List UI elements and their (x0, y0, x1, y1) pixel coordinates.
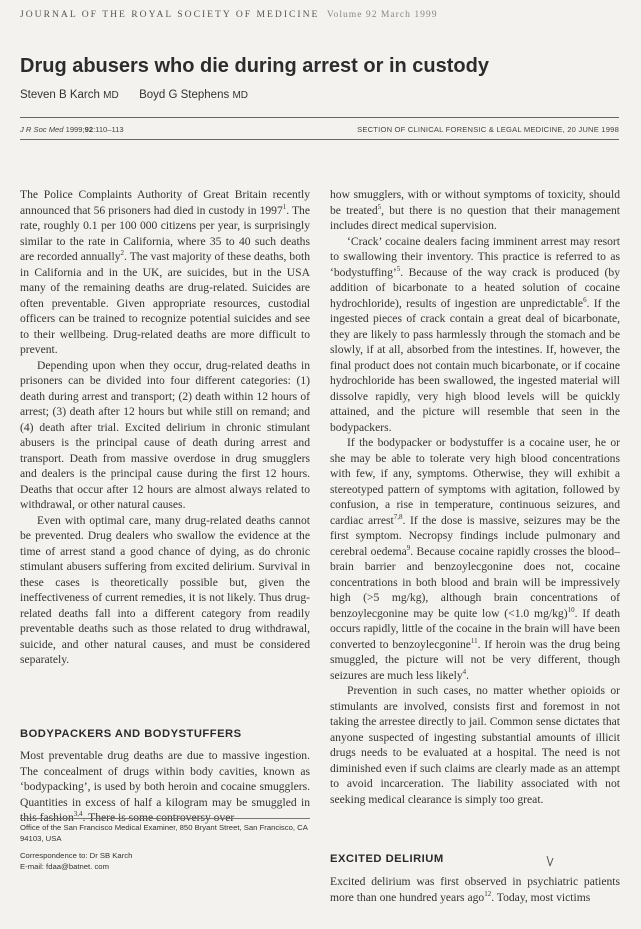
author-degree: MD (232, 90, 248, 101)
reference-marker: 5 (396, 264, 401, 273)
paragraph: Even with optimal care, many drug-related deaths cannot be prevented. Drug dealers who swallow the evidence at the time of arrest stand a good chance of dying, as do chronic stimulant abusers suffering from excited delirium. Survival in these cases is theoretically possible but, given the ineffectiveness of current remedies, it is not likely. Thus drug-related deaths fall into a different category from readily preventable deaths such as those related to drug withdrawal, suicide, and other natural causes, and must be considered separately. (20, 513, 310, 666)
reference-marker: 10 (567, 605, 575, 614)
paragraph: how smugglers, with or without symptoms of toxicity, should be treated$^5$, but there is no question that their management includes direct medical supervision. (330, 188, 620, 232)
reference-marker: 1 (282, 202, 287, 211)
reference-marker: 12 (484, 889, 492, 898)
left-column-continued (20, 748, 310, 826)
right-column-continued (330, 874, 620, 905)
running-head (20, 9, 438, 20)
affiliation-note: Office of the San Francisco Medical Examiner, 850 Bryant Street, San Francisco, CA 94103, USA (20, 823, 308, 843)
article-title: Drug abusers who die during arrest or in custody (20, 55, 489, 77)
reference-marker: 3,4 (73, 810, 83, 819)
author-name: Boyd G Stephens (139, 89, 230, 101)
citation-line (20, 125, 124, 134)
citation-volume: 92 (84, 125, 94, 134)
paragraph: The Police Complaints Authority of Great Britain recently announced that 56 prisoners had died in custody in 1997$^1$. The rate, roughly 0.1 per 100 000 citizens per year, is surprisingly similar to the rate in California, where 35 to 40 such deaths are recorded annually$^2$. The vast majority of these deaths, both in California and in the UK, are suicides, but in the USA many of the remaining deaths are drug-related. Suicides are often preventable. Given appropriate resources, custodial officers can be trained to recognize potential suicides and see to their wellbeing. Drug-related deaths are more difficult to prevent. (20, 188, 310, 356)
reference-marker: 6 (583, 295, 587, 304)
citation-pages: :110–113 (93, 125, 124, 134)
journal-name: JOURNAL OF THE ROYAL SOCIETY OF MEDICINE (20, 9, 320, 20)
section-heading-excited-delirium: EXCITED DELIRIUM (330, 853, 444, 865)
reference-marker: 2 (120, 249, 125, 258)
scan-mark-icon (545, 855, 555, 867)
author-degree: MD (103, 90, 119, 101)
reference-marker: 4 (462, 667, 467, 676)
header-rule-lower (20, 139, 619, 140)
correspondence-note: Correspondence to: Dr SB Karch (20, 851, 133, 860)
issue-info: Volume 92 March 1999 (326, 9, 438, 20)
paragraph: Most preventable drug deaths are due to massive ingestion. The concealment of drugs within body cavities, known as ‘bodypacking’, is used by both heroin and cocaine smugglers. Quantities in excess of half a kilogram may be smuggled in this fashion$^{3,4}$. There is some controversy over (20, 749, 310, 824)
paragraph: If the bodypacker or bodystuffer is a cocaine user, he or she may be able to tolerate very high blood concentrations with few, if any, symptoms. Otherwise, they will exhibit a stereotyped pattern of symptoms with agitation, followed by confusion, a rise in temperature, continuous seizures, and cardiac arrest$^{7,8}$. If the dose is massive, seizures may be the first symptom. Necropsy findings include pulmonary and cerebral oedema$^9$. Because cocaine rapidly crosses the blood–brain barrier and benzoylecgonine does not, cocaine concentrations in both blood and brain will be impressively high (>5 mg/kg), although brain concentrations of benzoylecgonine may be quite low (<1.0 mg/kg)$^{10}$. If death occurs rapidly, little of the cocaine in the brain will have been converted to benzoylecgonine$^{11}$. If heroin was the drug being smuggled, the picture will not be very different, though seizures are much less likely$^4$. (330, 436, 621, 682)
author-list (20, 89, 248, 101)
paragraph: Depending upon when they occur, drug-related deaths in prisoners can be divided into four different categories: (1) death during arrest and transport; (2) death within 12 hours of arrest; (3) death after 12 hours but while still on remand; and (4) death after trial. Excited delirium in chronic stimulant abusers is the principal cause of death during arrest and transport. Death from massive overdose in drug smugglers and dealers is the principal cause during the first 12 hours. Deaths that occur after 12 hours are almost always related to withdrawal, or other natural causes. (20, 358, 310, 511)
paragraph: Excited delirium was first observed in psychiatric patients more than one hundred years ago$^{12}$. Today, most victims (330, 875, 620, 904)
reference-marker: 7,8 (393, 512, 403, 521)
reference-marker: 11 (470, 636, 478, 645)
footnote-rule (20, 818, 310, 819)
reference-marker: 5 (377, 202, 382, 211)
right-column (330, 187, 620, 807)
section-heading-bodypackers: BODYPACKERS AND BODYSTUFFERS (20, 728, 242, 740)
paragraph: Prevention in such cases, no matter whether opioids or stimulants are involved, consists first and foremost in not taking the arrestee directly to jail. Common sense dictates that anyone suspected of ingesting substantial amounts of illicit drugs needs to be evaluated at a hospital. The need is not diminished even if such claims are clearly made as an attempt to avoid incarceration. The liability associated with not seeking medical clearance is simply too great. (330, 684, 620, 806)
citation-year: 1999; (65, 125, 85, 134)
header-rule (20, 117, 619, 118)
author-name: Steven B Karch (20, 89, 100, 101)
email-note: E-mail: fdaa@batnet. com (20, 862, 109, 871)
journal-abbrev: J R Soc Med (20, 125, 64, 134)
paragraph: ‘Crack’ cocaine dealers facing imminent arrest may resort to swallowing their inventory. This practice is referred to as ‘bodystuffing’$^5$. Because of the way crack is produced (by addition of bicarbonate to a heated solution of cocaine hydrochloride), results of ingestion are unpredictable$^6$. If the ingested pieces of crack contain a great deal of bicarbonate, they are likely to pass harmlessly through the stomach and be slowly, if at all, absorbed from the intestines. If, however, the final product does not contain much bicarbonate, or if cocaine hydrochloride has been swallowed, the ingested material will dissolve rapidly, very high blood levels will be quickly attained, and the picture will resemble that seen in the bodypackers. (330, 234, 620, 434)
reference-marker: 9 (406, 543, 411, 552)
section-label: SECTION OF CLINICAL FORENSIC & LEGAL MEDICINE, 20 JUNE 1998 (357, 125, 619, 134)
